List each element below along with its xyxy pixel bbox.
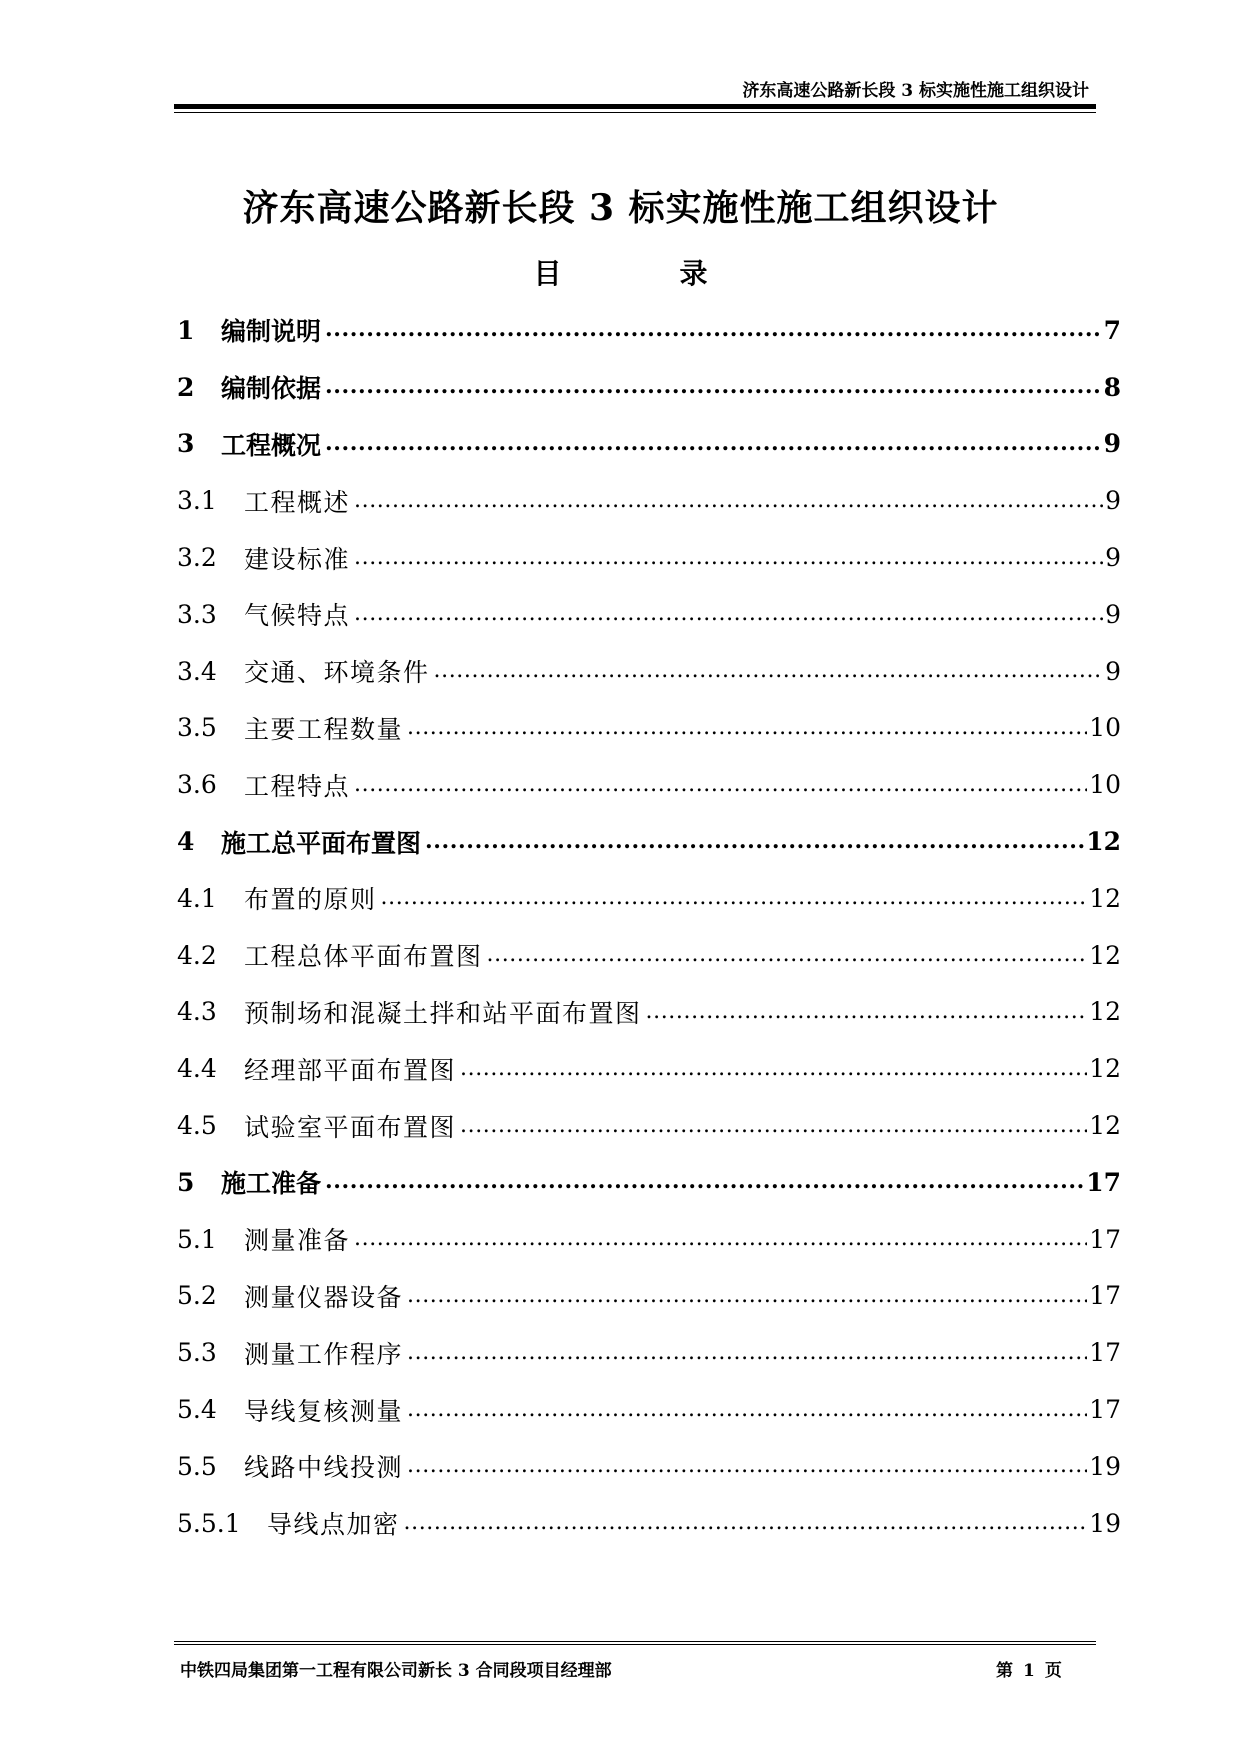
header-rule-thin (174, 112, 1096, 113)
toc-entry[interactable] (177, 1040, 1121, 1097)
toc-entry-title: 主要工程数量 (244, 714, 404, 744)
toc-entry-number: 3.1 (177, 486, 217, 516)
toc-entry-number: 4.3 (177, 997, 217, 1027)
toc-entry[interactable] (177, 984, 1121, 1041)
toc-entry-page: 9 (1105, 656, 1121, 686)
dot-leader (325, 430, 1102, 458)
toc-entry-number: 5.5 (177, 1451, 217, 1481)
toc-entry[interactable] (177, 1495, 1121, 1552)
dot-leader (425, 828, 1084, 856)
toc-entry[interactable] (177, 813, 1121, 870)
dot-leader (407, 1396, 1087, 1424)
toc-heading-right: 录 (679, 257, 708, 290)
toc-entry[interactable] (177, 1211, 1121, 1268)
dot-leader (460, 1112, 1087, 1140)
toc-entry-page: 12 (1089, 940, 1121, 970)
toc-entry-number: 4 (177, 827, 195, 857)
toc-entry-title: 测量仪器设备 (244, 1282, 404, 1312)
dot-leader (434, 657, 1104, 685)
toc-entry[interactable] (177, 756, 1121, 813)
toc-entry-title: 经理部平面布置图 (244, 1055, 457, 1085)
dot-leader (407, 1282, 1087, 1310)
toc-entry-title: 布置的原则 (244, 885, 377, 915)
toc-entry-number: 3 (177, 429, 195, 459)
toc-entry-page: 12 (1089, 1111, 1121, 1141)
dot-leader (354, 771, 1087, 799)
toc-entry[interactable] (177, 1324, 1121, 1381)
toc-entry[interactable] (177, 472, 1121, 529)
toc-entry-page: 19 (1089, 1451, 1121, 1481)
dot-leader (325, 1168, 1084, 1196)
toc-entry-page: 9 (1105, 599, 1121, 629)
toc-entry-page: 19 (1089, 1508, 1121, 1538)
document-title: 济东高速公路新长段 3 标实施性施工组织设计 (242, 187, 999, 229)
toc-entry-title: 工程概况 (221, 430, 322, 460)
toc-entry-page: 10 (1089, 770, 1121, 800)
toc-entry-page: 12 (1089, 997, 1121, 1027)
dot-leader (381, 884, 1088, 912)
toc-entry[interactable] (177, 927, 1121, 984)
table-of-contents (177, 302, 1121, 1552)
dot-leader (404, 1509, 1088, 1537)
toc-entry-title: 工程总体平面布置图 (244, 942, 483, 972)
footer-company: 中铁四局集团第一工程有限公司新长 3 合同段项目经理部 (180, 1661, 612, 1681)
toc-entry-title: 气候特点 (244, 601, 351, 631)
page-suffix: 页 (1044, 1661, 1062, 1681)
toc-entry-number: 5.5.1 (177, 1508, 241, 1538)
dot-leader (354, 1225, 1087, 1253)
toc-entry-number: 3.6 (177, 770, 217, 800)
toc-heading (0, 252, 1241, 292)
toc-entry-page: 17 (1089, 1338, 1121, 1368)
toc-entry[interactable] (177, 1154, 1121, 1211)
toc-entry[interactable] (177, 1268, 1121, 1325)
toc-entry-page: 7 (1103, 315, 1121, 345)
toc-entry-number: 4.2 (177, 940, 217, 970)
toc-entry-title: 编制依据 (221, 374, 322, 404)
dot-leader (354, 600, 1103, 628)
footer-rule (174, 1641, 1096, 1642)
toc-entry-title: 导线复核测量 (244, 1396, 404, 1426)
toc-entry-title: 试验室平面布置图 (244, 1112, 457, 1142)
toc-entry-title: 施工准备 (221, 1169, 322, 1199)
header-rule (174, 104, 1096, 109)
toc-entry-number: 4.1 (177, 883, 217, 913)
dot-leader (354, 544, 1103, 572)
toc-entry-page: 12 (1089, 883, 1121, 913)
dot-leader (460, 1055, 1087, 1083)
toc-entry-number: 3.4 (177, 656, 217, 686)
toc-entry-number: 3.3 (177, 599, 217, 629)
toc-entry-number: 3.5 (177, 713, 217, 743)
toc-entry-page: 17 (1089, 1281, 1121, 1311)
dot-leader (646, 998, 1088, 1026)
toc-entry[interactable] (177, 359, 1121, 416)
toc-entry-title: 预制场和混凝土拌和站平面布置图 (244, 998, 642, 1028)
page-number: 1 (1023, 1661, 1035, 1681)
toc-entry-number: 1 (177, 315, 195, 345)
toc-entry-title: 编制说明 (221, 317, 322, 347)
toc-entry-page: 9 (1105, 486, 1121, 516)
toc-entry-page: 12 (1086, 827, 1121, 857)
dot-leader (487, 941, 1088, 969)
toc-entry[interactable] (177, 416, 1121, 473)
toc-entry-number: 2 (177, 372, 195, 402)
toc-entry[interactable] (177, 870, 1121, 927)
toc-entry-number: 5.2 (177, 1281, 217, 1311)
running-header: 济东高速公路新长段 3 标实施性施工组织设计 (742, 81, 1089, 101)
toc-entry-title: 建设标准 (244, 544, 351, 574)
toc-entry-number: 4.5 (177, 1111, 217, 1141)
toc-entry-title: 施工总平面布置图 (221, 828, 422, 858)
toc-entry-title: 交通、环境条件 (244, 658, 430, 688)
toc-entry-number: 3.2 (177, 543, 217, 573)
toc-heading-left: 目 (533, 257, 562, 290)
toc-entry-title: 工程特点 (244, 771, 351, 801)
toc-entry-title: 测量工作程序 (244, 1339, 404, 1369)
dot-leader (325, 316, 1102, 344)
dot-leader (407, 714, 1087, 742)
toc-entry-title: 测量准备 (244, 1226, 351, 1256)
page-prefix: 第 (996, 1661, 1013, 1681)
toc-entry[interactable] (177, 529, 1121, 586)
toc-entry-title: 工程概述 (244, 487, 351, 517)
toc-entry-page: 8 (1103, 372, 1121, 402)
toc-entry-page: 17 (1086, 1167, 1121, 1197)
toc-entry-page: 9 (1103, 429, 1121, 459)
toc-entry-page: 12 (1089, 1054, 1121, 1084)
toc-entry[interactable] (177, 302, 1121, 359)
dot-leader (354, 487, 1103, 515)
toc-entry-page: 17 (1089, 1395, 1121, 1425)
toc-entry-number: 5 (177, 1167, 195, 1197)
toc-entry[interactable] (177, 1097, 1121, 1154)
toc-entry-number: 5.1 (177, 1224, 217, 1254)
toc-entry-title: 导线点加密 (267, 1510, 400, 1540)
dot-leader (407, 1452, 1087, 1480)
toc-entry[interactable] (177, 700, 1121, 757)
toc-entry-number: 4.4 (177, 1054, 217, 1084)
toc-entry[interactable] (177, 1438, 1121, 1495)
toc-entry[interactable] (177, 586, 1121, 643)
toc-entry-page: 9 (1105, 543, 1121, 573)
toc-entry-page: 10 (1089, 713, 1121, 743)
footer-rule-thin (174, 1644, 1096, 1645)
toc-entry[interactable] (177, 1381, 1121, 1438)
toc-entry[interactable] (177, 643, 1121, 700)
dot-leader (407, 1339, 1087, 1367)
toc-entry-title: 线路中线投测 (244, 1453, 404, 1483)
toc-entry-page: 17 (1089, 1224, 1121, 1254)
dot-leader (325, 373, 1102, 401)
toc-entry-number: 5.4 (177, 1395, 217, 1425)
footer-page-number (996, 1656, 1062, 1681)
toc-entry-number: 5.3 (177, 1338, 217, 1368)
